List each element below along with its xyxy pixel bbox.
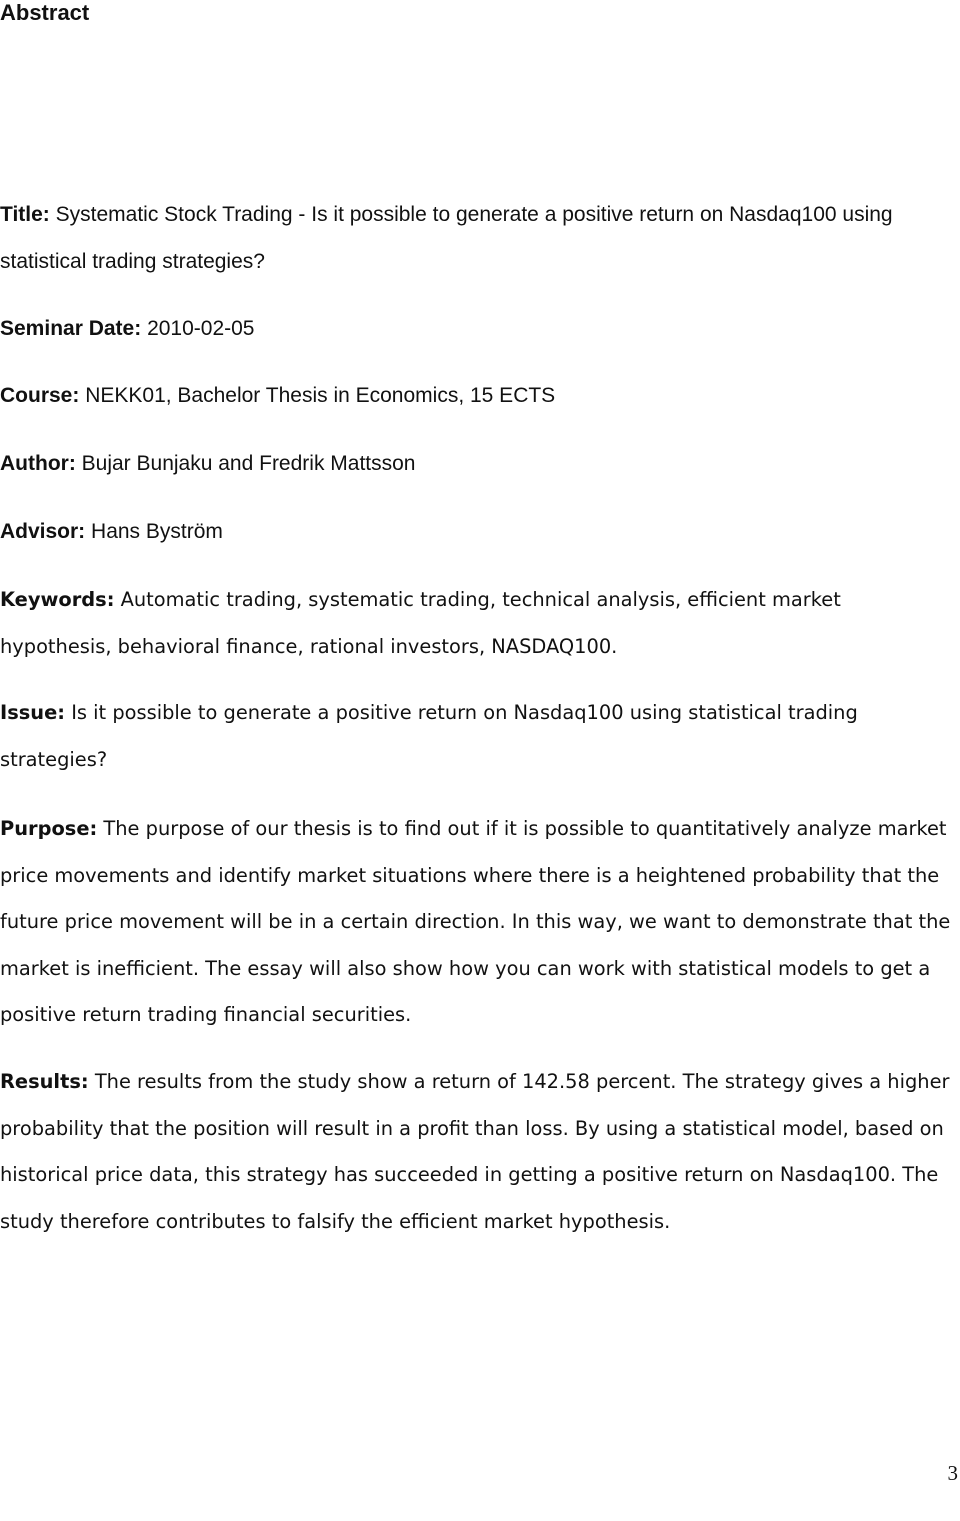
- keywords-field: [0, 577, 958, 670]
- purpose-field: [0, 806, 958, 1039]
- issue-field: [0, 690, 958, 783]
- advisor-text: Hans Byström: [91, 520, 223, 543]
- abstract-heading: Abstract: [0, 0, 90, 25]
- author-field: [0, 441, 958, 488]
- course-text: NEKK01, Bachelor Thesis in Economics, 15 ECTS: [85, 384, 556, 407]
- purpose-text: The purpose of our thesis is to find out if it is possible to quantitatively analyze market price movements and identify market situations where there is a heightened probability that the future price movement will be in a certain direction. In this way, we want to demonstrate that the market is inefficient. The essay will also show how you can work with statistical models to get a positive return trading financial securities.: [0, 817, 951, 1026]
- author-text: Bujar Bunjaku and Fredrik Mattsson: [81, 452, 416, 475]
- seminar-date-text: 2010-02-05: [147, 317, 255, 340]
- title-label: Title:: [0, 203, 50, 226]
- course-field: [0, 373, 958, 420]
- seminar-date-field: [0, 306, 958, 353]
- keywords-label: Keywords:: [0, 588, 115, 611]
- seminar-date-label: Seminar Date:: [0, 317, 142, 340]
- advisor-field: [0, 509, 958, 556]
- author-label: Author:: [0, 452, 76, 475]
- page-number: 3: [947, 1461, 958, 1485]
- purpose-label: Purpose:: [0, 817, 98, 840]
- results-text: The results from the study show a return of 142.58 percent. The strategy gives a higher probability that the position will result in a profit than loss. By using a statistical model, based on historical price data, this strategy has succeeded in getting a positive return on Nasdaq100. The study therefore contributes to falsify the efficient market hypothesis.: [0, 1070, 950, 1233]
- issue-text: Is it possible to generate a positive return on Nasdaq100 using statistical trading strategies?: [0, 701, 858, 771]
- advisor-label: Advisor:: [0, 520, 86, 543]
- title-field: [0, 192, 958, 285]
- course-label: Course:: [0, 384, 80, 407]
- title-text: Systematic Stock Trading - Is it possible to generate a positive return on Nasdaq100 using statistical trading strategies?: [0, 203, 893, 273]
- keywords-text: Automatic trading, systematic trading, technical analysis, efficient market hypothesis, behavioral finance, rational investors, NASDAQ100.: [0, 588, 841, 658]
- issue-label: Issue:: [0, 701, 66, 724]
- results-field: [0, 1059, 958, 1245]
- results-label: Results:: [0, 1070, 89, 1093]
